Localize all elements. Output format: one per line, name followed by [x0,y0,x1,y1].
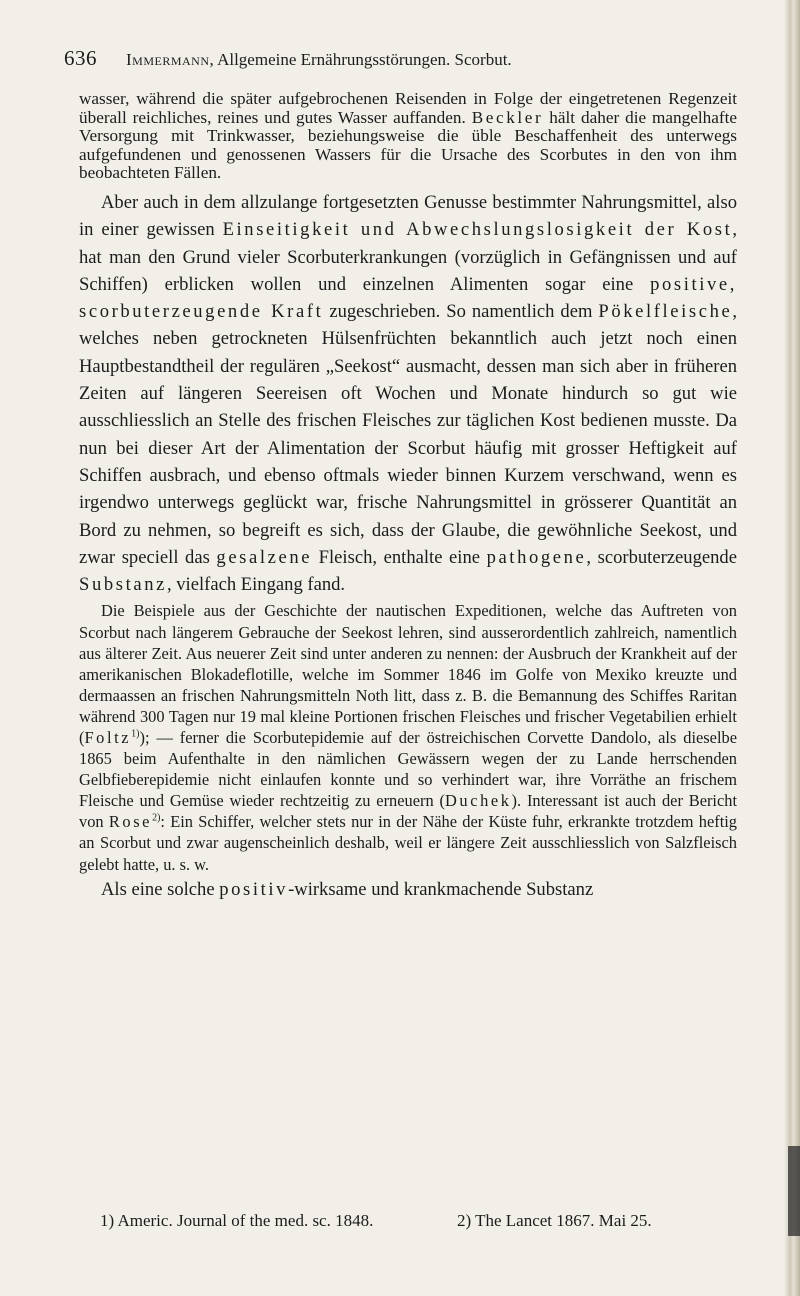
footnote-1: 1) Americ. Journal of the med. sc. 1848. [100,1211,374,1230]
running-title [126,50,512,70]
footnote-2: 2) The Lancet 1867. Mai 25. [457,1211,652,1230]
author-name: Duchek [444,791,512,811]
text-run: : Ein Schiffer, welcher stets nur in der Nähe der Küste fuhr, erkrankte trotzdem heftig an Scorbut und zwar augenscheinlich deshalb, weil er längere Zeit ausschliesslich von Salzfleisch gelebt hatte, u. s. w. [79,812,737,874]
author-name: Beckler [471,107,544,127]
footnotes [100,1211,740,1231]
spaced-emphasis: Substanz [79,574,167,596]
paragraph-3-small-print [79,600,737,874]
text-run: Die Beispiele aus der Geschichte der nautischen Expeditionen, welche das Auftreten von Scorbut nach längerem Gebrauche der Seekost lehren, sind ausserordentlich zahlreich, namentlich aus älterer Zeit. Aus neuerer Zeit sind unter anderen zu nennen: der Ausbruch der Krankheit auf der amerikanischen Blokadeflotille, welche im Sommer 1846 im Golfe von Mexiko kreuzte und dermaassen an frischen Nahrungsmitteln Noth litt, dass z. B. die Bemannung des Schiffes Raritan während 300 Tagen nur 19 mal kleine Portionen frischen Fleisches und frischer Vegetabilien erhielt ( [79,601,737,747]
text-run: Aber auch in dem allzulange fortgesetzten Genusse bestimmter Nahrungsmittel, also in einer gewissen [79,191,737,241]
page-edge [784,0,800,1296]
text-run: wasser, während die später aufgebrochenen Reisenden in Folge der eingetretenen Regenzeit überall reichliches, reines und gutes Wasser auffanden. [79,89,737,127]
paragraph-2 [79,189,737,598]
spaced-emphasis: Pökelfleische [598,301,733,323]
footnote-ref: 2) [152,812,161,824]
text-run: , vielfach Eingang fand. [166,574,346,596]
text-run: -wirksame und krankmachende Substanz [288,878,594,900]
text-run: Als eine solche [101,878,220,900]
spaced-emphasis: gesalzene [216,546,313,568]
paragraph-4 [79,877,737,903]
running-header [64,42,744,72]
spaced-emphasis: pathogene [486,546,587,568]
page-edge-shadow [788,1146,800,1236]
spaced-emphasis: positive, scorbuterzeugende Kraft [79,273,737,323]
author-name: Foltz [84,727,132,747]
text-run: ); — ferner die Scorbutepidemie auf der östreichischen Corvette Dandolo, als dieselbe 1865 beim Aufenthalte in den nämlichen Gewässern wegen der zu Lande herrschenden Gelbfieberepidemie nicht einlaufen konnte und so verhindert war, ihre Vorräthe an frischem Fleische und Gemüse wieder rechtzeitig zu erneuern ( [79,727,737,811]
author-name: Rose [108,812,153,832]
text-run: zugeschrieben. So namentlich dem [323,301,599,323]
text-run: hält daher die mangelhafte Versorgung mit Trinkwasser, beziehungsweise die üble Beschaffenheit des unterwegs aufgefundenen und genossenen Wassers für die Ursache des Scorbutes in den von ihm beobachteten Fällen. [79,107,737,183]
spaced-emphasis: Einseitigkeit und Abwechslungslosigkeit der Kost [222,219,733,241]
paragraph-1 [79,90,737,183]
text-run: , welches neben getrockneten Hülsenfrüchten bekanntlich auch jetzt noch einen Hauptbestandtheil der regulären „Seekost“ ausmacht, dessen man sich aber in früheren Zeiten auf längeren Seereisen oft Wochen und Monate hindurch so gut wie ausschliesslich an Stelle des frischen Fleisches zur täglichen Kost bedienen musste. Da nun bei dieser Art der Alimentation der Scorbut häufig mit grosser Heftigkeit auf Schiffen ausbrach, und ebenso oftmals wieder binnen Kurzem verschwand, wenn es irgendwo unterwegs geglückt war, frische Nahrungsmittel in grösserer Quantität an Bord zu nehmen, so begreift es sich, dass der Glaube, die gewöhnliche Seekost, und zwar speciell das [79,301,738,568]
text-run: ). Interessant ist auch der Bericht von [79,791,738,832]
page-number: 636 [64,46,97,70]
text-run: Fleisch, enthalte eine [312,546,487,568]
body-text [79,90,737,903]
spaced-emphasis: positiv [219,878,289,900]
text-run: , scorbuterzeugende [586,546,737,568]
footnote-ref: 1) [131,728,140,740]
header-title: , Allgemeine Ernährungsstörungen. Scorbut. [209,50,512,69]
text-run: , hat man den Grund vieler Scorbuterkrankungen (vorzüglich in Gefängnissen und auf Schiffen) erblicken wollen und einzelnen Alimenten sogar eine [79,219,737,295]
header-author: Immermann [126,50,210,69]
